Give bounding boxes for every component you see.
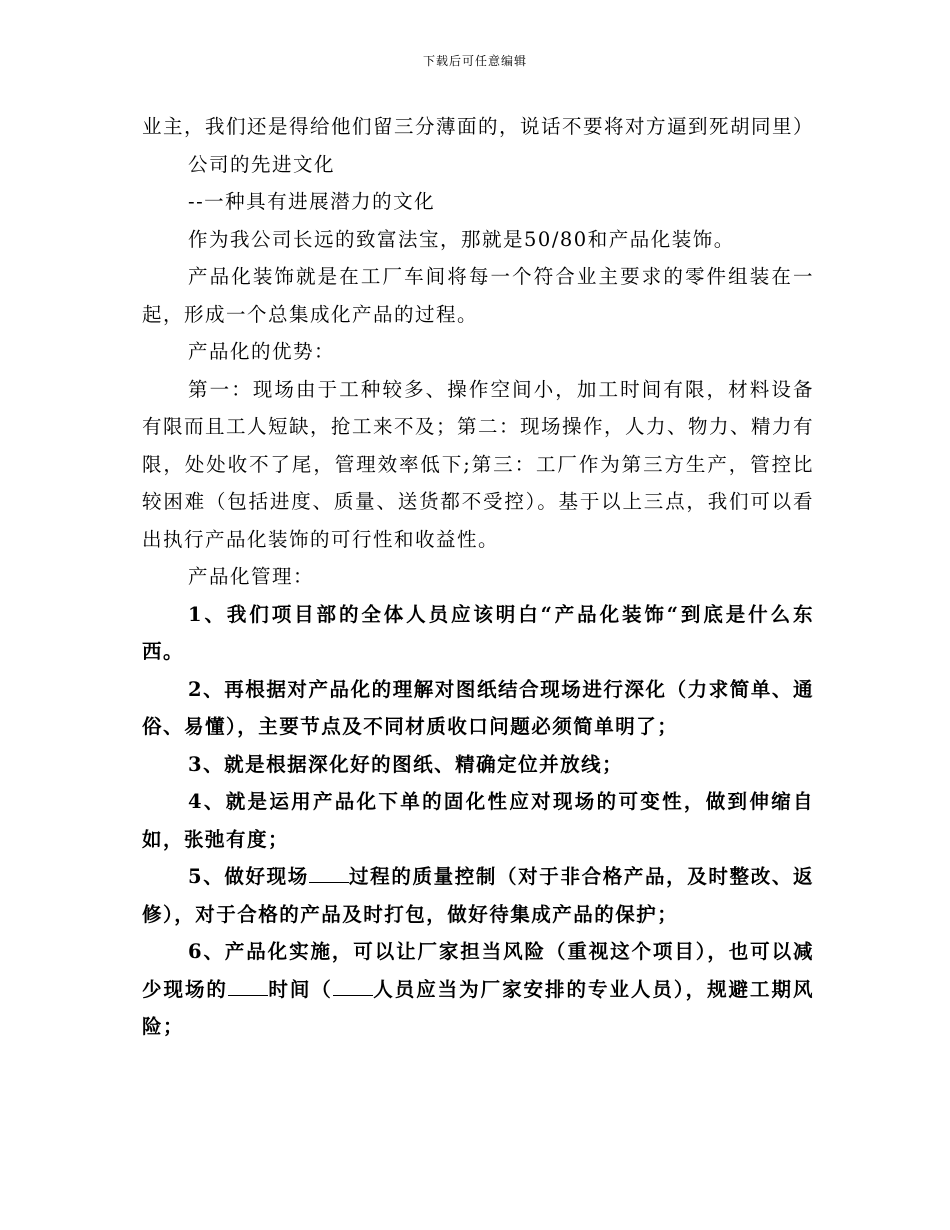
section-title-culture: 公司的先进文化 <box>188 152 336 176</box>
paragraph-definition: 产品化装饰就是在工厂车间将每一个符合业主要求的零件组装在一起，形成一个总集成化产品的过程。 <box>142 265 814 326</box>
list-item-5 <box>142 858 814 933</box>
list-item-6-part1: 6、产品化实施，可以让厂家担当风险（重视这个项目），也可以减少现场的 <box>142 940 814 1001</box>
document-body <box>142 108 814 1046</box>
paragraph-advantages: 第一：现场由于工种较多、操作空间小，加工时间有限，材料设备有限而且工人短缺，抢工来不及；第二：现场操作，人力、物力、精力有限，处处收不了尾，管理效率低下;第三：工厂作为第三方生产，管控比较困难（包括进度、质量、送货都不受控）。基于以上三点，我们可以看出执行产品化装饰的可行性和收益性。 <box>142 377 815 551</box>
list-item-1: 1、我们项目部的全体人员应该明白“产品化装饰“到底是什么东西。 <box>142 602 814 663</box>
list-item-6-part2: 时间（ <box>267 977 333 1001</box>
heading-management: 产品化管理： <box>188 565 315 588</box>
paragraph-continuation: 业主，我们还是得给他们留三分薄面的，说话不要将对方逼到死胡同里） <box>142 115 815 138</box>
list-item-3: 3、就是根据深化好的图纸、精确定位并放线； <box>188 752 624 776</box>
list-item-5-part2: 过程的质量控制（对于非合格产品，及时整改、返修），对于合格的产品及时打包，做好待集成产品的保护； <box>142 865 814 926</box>
fill-blank <box>333 975 373 996</box>
section-subtitle: --一种具有进展潜力的文化 <box>188 190 436 213</box>
paragraph-wealth: 作为我公司长远的致富法宝，那就是50/80和产品化装饰。 <box>188 227 735 251</box>
list-item-6 <box>142 933 814 1046</box>
fill-blank <box>309 863 349 884</box>
list-item-5-part1: 5、做好现场 <box>188 865 309 888</box>
list-item-4: 4、就是运用产品化下单的固化性应对现场的可变性，做到伸缩自如，张弛有度； <box>142 790 814 851</box>
page-header: 下载后可任意编辑 <box>422 54 527 68</box>
list-item-2: 2、再根据对产品化的理解对图纸结合现场进行深化（力求简单、通俗、易懂），主要节点及不同材质收口问题必须简单明了； <box>142 677 814 738</box>
list-item-6-part3: 人员应当为厂家安排的专业人员），规避工期风险； <box>142 977 814 1038</box>
heading-advantages: 产品化的优势： <box>188 340 336 363</box>
fill-blank <box>228 975 268 996</box>
